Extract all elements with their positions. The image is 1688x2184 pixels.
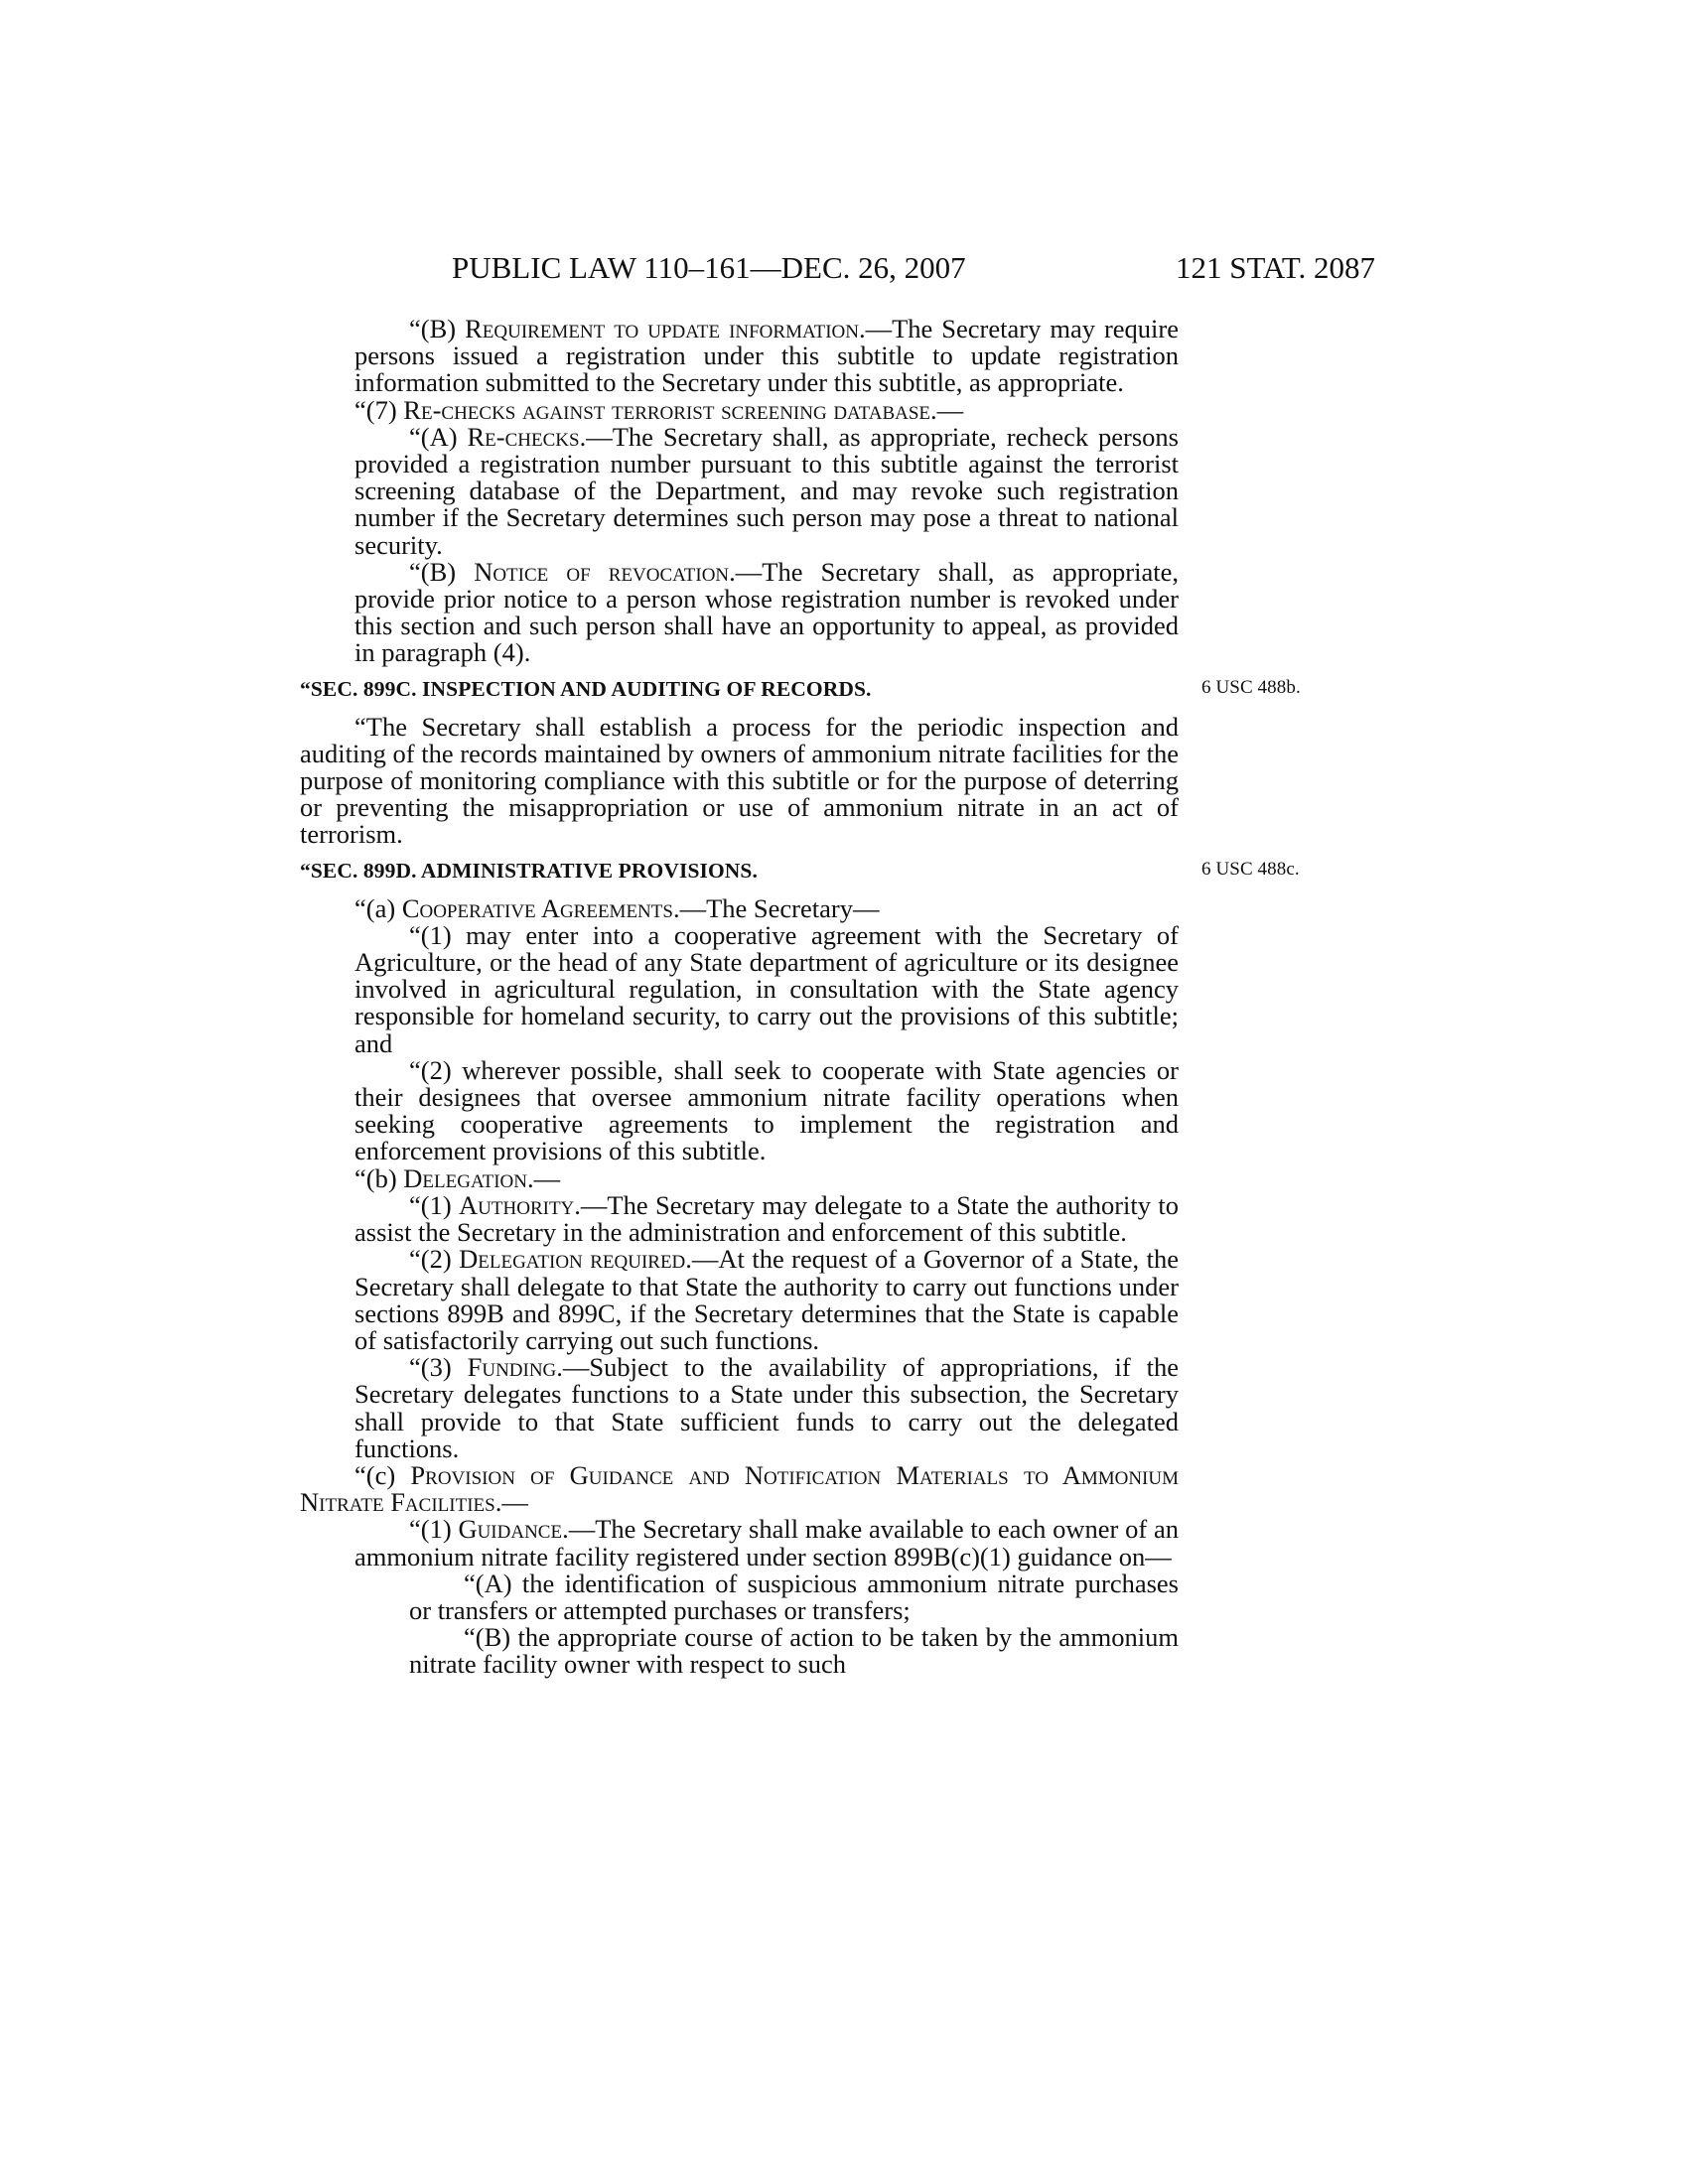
para-delegation-3-funding: “(3) Funding.—Subject to the availability of appropriations, if the Secretary delegates functions to a State under this subsection, the Secretary shall provide to that State sufficient funds to carry out the delegated functions. <box>354 1352 1179 1463</box>
para-a-rechecks: “(A) Re-checks.—The Secretary shall, as appropriate, recheck persons provided a registration number pursuant to this subtitle against the terrorist screening database of the Department, and may revoke such registration number if the Secretary determines such person may pose a threat to national security. <box>354 421 1179 560</box>
page-header <box>452 250 1375 290</box>
document-body <box>300 314 1301 1680</box>
margin-note-usc: 6 USC 488c. <box>1201 858 1300 880</box>
para-c-guidance-materials: “(c) Provision of Guidance and Notification Materials to Ammonium Nitrate Facilities.— <box>300 1459 1179 1518</box>
para-a-cooperative-agreements: “(a) Cooperative Agreements.—The Secretary— <box>354 892 880 923</box>
para-guidance-1: “(1) Guidance.—The Secretary shall make available to each owner of an ammonium nitrate facility registered under section 899B(c)(1) guidance on— <box>354 1514 1179 1571</box>
statute-page-number: 121 STAT. 2087 <box>1175 250 1375 285</box>
para-b-delegation: “(b) Delegation.— <box>354 1162 561 1193</box>
section-title: “SEC. 899C. INSPECTION AND AUDITING OF RECORDS. <box>300 676 872 701</box>
section-heading-899c <box>300 676 1301 702</box>
para-b-notice-revocation: “(B) Notice of revocation.—The Secretary shall, as appropriate, provide prior notice to a person whose registration number is revoked under this section and such person shall have an opportunity to appeal, as provided in paragraph (4). <box>354 556 1179 668</box>
para-guidance-a: “(A) the identification of suspicious ammonium nitrate purchases or transfers or attempted purchases or transfers; <box>409 1568 1179 1625</box>
para-coop-2: “(2) wherever possible, shall seek to cooperate with State agencies or their designees that oversee ammonium nitrate facility operations when seeking cooperative agreements to implement the registration and enforcement provisions of this subtitle. <box>354 1054 1179 1166</box>
para-guidance-b: “(B) the appropriate course of action to be taken by the ammonium nitrate facility owner with respect to such <box>409 1622 1179 1680</box>
section-heading-899d <box>300 858 1300 884</box>
para-delegation-1-authority: “(1) Authority.—The Secretary may delegate to a State the authority to assist the Secretary in the administration and enforcement of this subtitle. <box>354 1189 1179 1248</box>
para-delegation-2-required: “(2) Delegation required.—At the request of a Governor of a State, the Secretary shall delegate to that State the authority to carry out functions under sections 899B and 899C, if the Secretary determines that the State is capable of satisfactorily carrying out such functions. <box>354 1244 1180 1355</box>
para-899c-body: “The Secretary shall establish a process for the periodic inspection and auditing of the records maintained by owners of ammonium nitrate facilities for the purpose of monitoring compliance with this subtitle or for the purpose of deterring or preventing the misappropriation or use of ammonium nitrate in an act of terrorism. <box>300 711 1179 850</box>
section-title: “SEC. 899D. ADMINISTRATIVE PROVISIONS. <box>300 858 758 883</box>
public-law-citation: PUBLIC LAW 110–161—DEC. 26, 2007 <box>452 250 966 285</box>
margin-note-usc: 6 USC 488b. <box>1201 676 1301 698</box>
para-b-requirement-update: “(B) Requirement to update information.—The Secretary may require persons issued a registration under this subtitle to update registration information submitted to the Secretary under this subtitle, as appropriate. <box>354 314 1179 398</box>
para-coop-1: “(1) may enter into a cooperative agreement with the Secretary of Agriculture, or the head of any State department of agriculture or its designee involved in agricultural regulation, in consultation with the State agency responsible for homeland security, to carry out the provisions of this subtitle; and <box>354 919 1179 1058</box>
para-7-rechecks: “(7) Re-checks against terrorist screening database.— <box>354 394 964 425</box>
